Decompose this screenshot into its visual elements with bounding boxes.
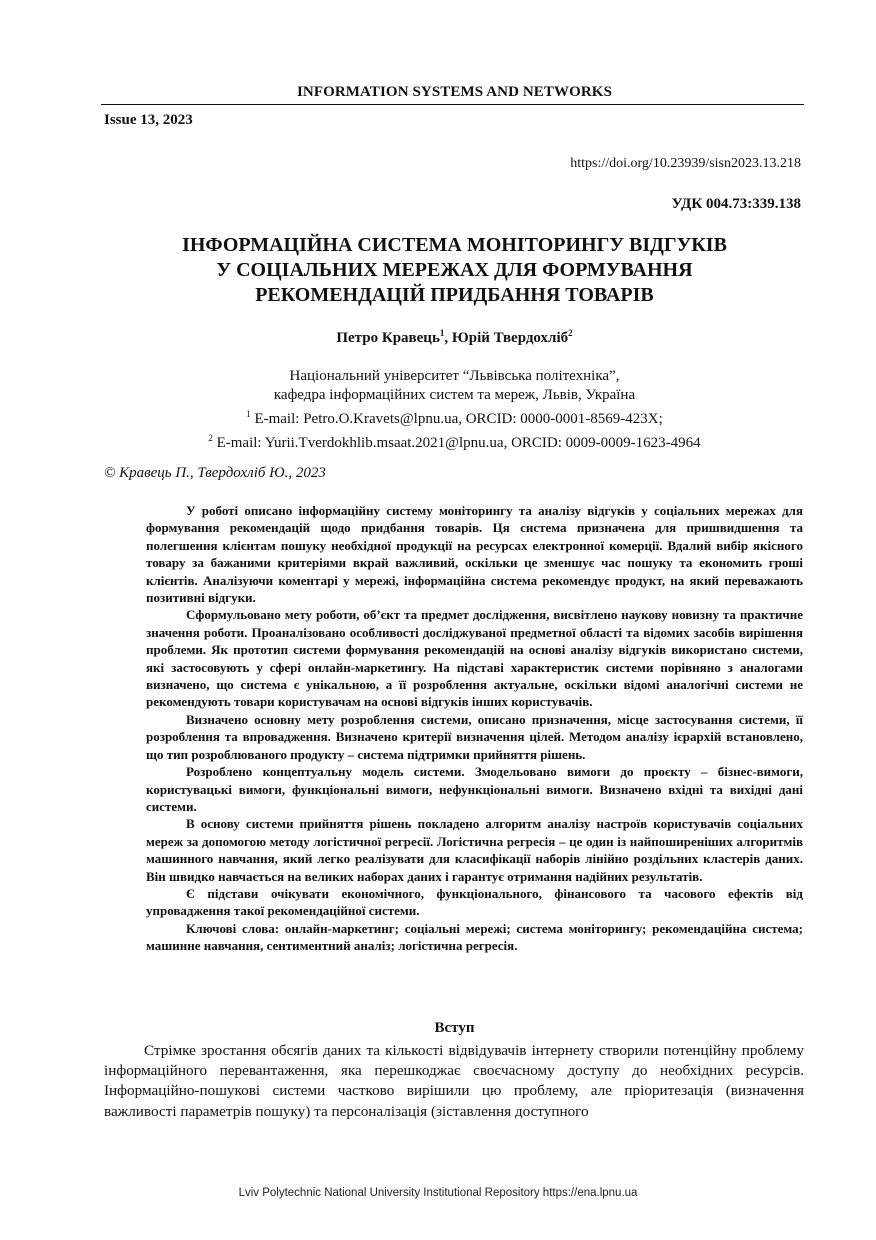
title-line: РЕКОМЕНДАЦІЙ ПРИДБАННЯ ТОВАРІВ (255, 284, 654, 306)
author-affiliation-mark: 2 (568, 328, 573, 338)
doi-link[interactable]: https://doi.org/10.23939/sisn2023.13.218 (570, 156, 801, 171)
author-name: Юрій Твердохліб (451, 330, 569, 346)
abstract-paragraph: Визначено основну мету розроблення системи, описано призначення, місце застосування системи, її розроблення та впровадження. Визначено критерії визначення цілей. Методом аналізу ієрархій встановлено, що тип розроблюваного продукту – система підтримки прийняття рішень. (146, 711, 803, 762)
intro-section (104, 1041, 804, 1122)
intro-paragraph: Стрімке зростання обсягів даних та кількості відвідувачів інтернету створили потенційну проблему інформаційного перевантаження, яка перешкоджає своєчасному доступу до необхідних ресурсів. Інформаційно-пошукові системи частково вирішили цю проблему, але пріоритезація (визначення важливості параметрів пошуку) та персоналізація (зіставлення доступного (104, 1042, 804, 1120)
affiliation-university: Національний університет “Львівська політехніка”, (289, 368, 620, 384)
repository-footer: Lviv Polytechnic National University Institutional Repository https://ena.lpnu.ua (238, 1187, 638, 1199)
header-rule (101, 104, 804, 105)
title-line: ІНФОРМАЦІЙНА СИСТЕМА МОНІТОРИНГУ ВІДГУКІВ (182, 234, 727, 256)
affiliation-email-1 (105, 405, 804, 429)
copyright-line: © Кравець П., Твердохліб Ю., 2023 (104, 465, 326, 481)
keywords: Ключові слова: онлайн-маркетинг; соціальні мережі; система моніторингу; рекомендаційна система; машинне навчання, сентиментний аналіз; логістична регресія. (146, 920, 803, 954)
author-affiliation-mark: 1 (439, 328, 445, 338)
abstract-paragraph: В основу системи прийняття рішень покладено алгоритм аналізу настроїв користувачів соціальних мереж за допомогою методу логістичної регресії. Логістична регресія – це один із найпоширеніших алгоритмів машинного навчання, який легко реалізувати для класифікації наборів лінійно роздільних кластерів даних. Він швидко навчається на великих наборах даних і гарантує отримання надійних результатів. (146, 816, 803, 884)
author-separator: , (444, 330, 452, 346)
email-text: E-mail: Yurii.Tverdokhlib.msaat.2021@lpnu.ua, ORCID: 0009-0009-1623-4964 (212, 435, 701, 451)
affiliation-department: кафедра інформаційних систем та мереж, Львів, Україна (273, 387, 636, 403)
journal-title: INFORMATION SYSTEMS AND NETWORKS (296, 84, 613, 100)
email-text: E-mail: Petro.O.Kravets@lpnu.ua, ORCID: 0000-0001-8569-423X; (250, 411, 663, 427)
affiliation-email-2 (105, 429, 804, 453)
email-mark: 2 (208, 433, 213, 443)
issue-number: Issue 13, 2023 (104, 112, 193, 128)
abstract-paragraph: У роботі описано інформаційну систему моніторингу та аналізу відгуків у соціальних мережах для формування рекомендацій щодо придбання товарів. Ця система призначена для пришвидшення та полегшення клієнтам пошуку необхідної продукції на ресурсах електронної комерції. Вдалий вибір якісного товару за бажаними критеріями вкрай важливий, оскільки це зменшує час пошуку та економить гроші клієнтів. Аналізуючи коментарі у мережі, інформаційна система рекомендує продукт, на який переважають позитивні відгуки. (146, 503, 803, 606)
udk-code: УДК 004.73:339.138 (671, 196, 801, 212)
author-name: Петро Кравець (336, 330, 440, 346)
affiliation-block (105, 367, 804, 453)
section-heading: Вступ (434, 1020, 475, 1036)
title-line: У СОЦІАЛЬНИХ МЕРЕЖАХ ДЛЯ ФОРМУВАННЯ (216, 259, 693, 281)
abstract-paragraph: Розроблено концептуальну модель системи. Змодельовано вимоги до проєкту – бізнес-вимоги, користувацькі вимоги, функціональні вимоги, нефункціональні вимоги. Визначено вхідні та вихідні дані системи. (146, 764, 803, 814)
abstract-paragraph: Є підстави очікувати економічного, функціонального, фінансового та часового ефектів від упровадження такої рекомендаційної системи. (146, 885, 803, 919)
email-mark: 1 (246, 409, 251, 419)
abstract (146, 502, 803, 955)
abstract-paragraph: Сформульовано мету роботи, об’єкт та предмет дослідження, висвітлено наукову новизну та практичне значення роботи. Проаналізовано особливості досліджуваної предметної області та відомих засобів вирішення проблеми. Як прототип системи формування рекомендацій на основі аналізу відгуків використано системи, які застосовують у сфері онлайн-маркетингу. На підставі характеристик системи порівняно з аналогами визначено, що система є унікальною, а її розроблення актуальне, оскільки відомі аналогічні системи не рекомендують товари користувачам на основі відгуків інших користувачів. (146, 607, 803, 710)
author-list (105, 328, 804, 347)
paper-title (105, 233, 804, 308)
